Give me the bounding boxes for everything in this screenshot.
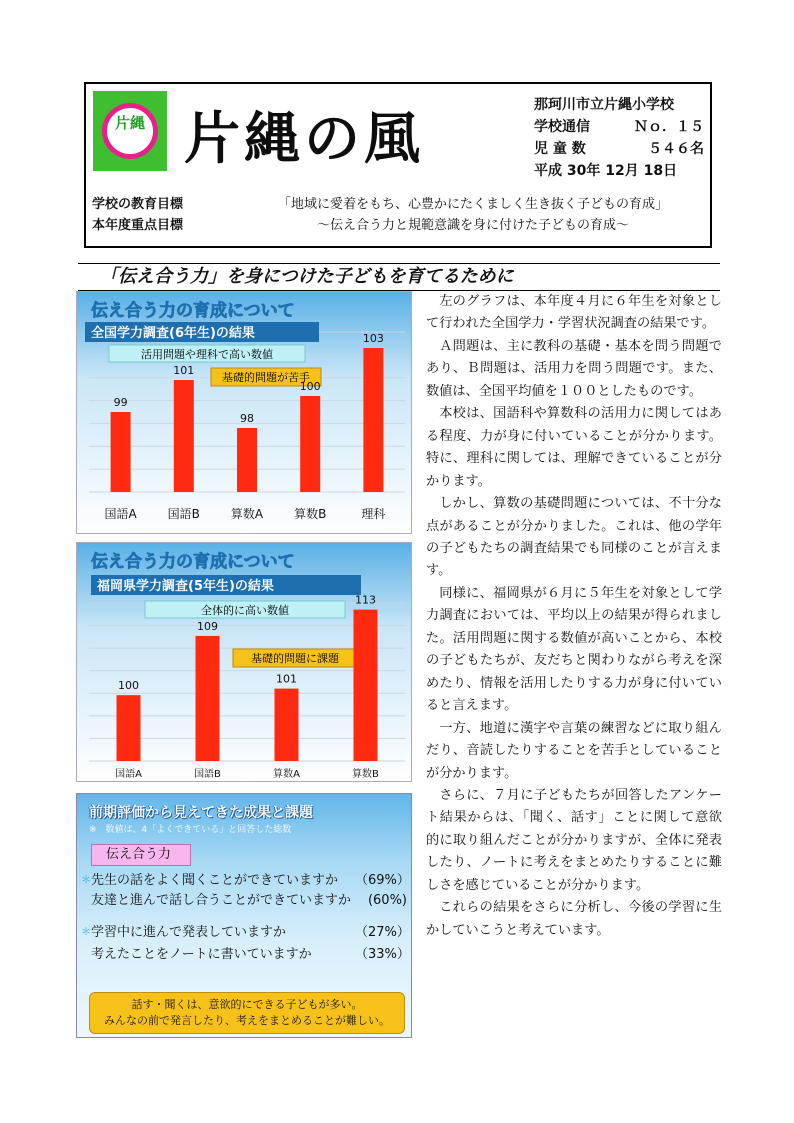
survey-item	[81, 872, 410, 890]
survey-question: 先生の話をよく聞くことができていますか	[91, 873, 339, 888]
article-body	[426, 291, 722, 942]
survey-percent: (60%)	[367, 893, 407, 908]
logo-ring	[102, 103, 158, 159]
bar-value-label: 100	[299, 380, 321, 393]
bar-算数B	[354, 610, 378, 761]
survey-percent: （33%）	[355, 947, 410, 962]
survey-item	[81, 946, 410, 964]
category-label: 理科	[361, 507, 386, 521]
students-label: 児 童 数	[534, 141, 586, 157]
chart-title: 伝え合う力の育成について	[91, 552, 295, 572]
survey-percent: （27%）	[355, 925, 410, 940]
category-label: 算数A	[230, 507, 264, 521]
body-paragraph: これらの結果をさらに分析し、今後の学習に生かしていこうと考えています。	[426, 900, 722, 938]
survey-question: 考えたことをノートに書いていますか	[91, 947, 312, 962]
bar-value-label: 100	[118, 679, 139, 693]
issue-label: 学校通信	[534, 119, 590, 135]
category-label: 算数B	[352, 769, 379, 780]
national-test-chart-svg	[77, 292, 412, 534]
body-paragraph: 本校は、国語科や算数科の活用力に関してはある程度、力が身に付いていることが分かります。特に、理科に関しては、理解できていることが分かります。	[426, 406, 722, 489]
survey-panel	[76, 793, 412, 1038]
focus-text: ～伝え合う力と規範意識を身に付けた子どもの育成～	[316, 218, 629, 233]
bar-算数A	[237, 428, 257, 492]
chart-annotation-1: 全体的に高い数値	[201, 604, 289, 617]
category-label: 国語A	[115, 769, 142, 780]
header-box	[84, 82, 712, 248]
issue-date: 平成 30年 12月 18日	[534, 163, 678, 179]
section-title: 「伝え合う力」を身につけた子どもを育てるために	[78, 263, 720, 291]
chart-annotation-1: 活用問題や理科で高い数値	[141, 348, 273, 361]
chart-annotation-2: 基礎的問題が苦手	[222, 371, 310, 384]
body-paragraph: さらに、７月に子どもたちが回答したアンケート結果からは、「聞く、話す」ことに関して意欲的に取り組んだことが分かりますが、全体に発表したり、ノートに考えをまとめたりすることに難しさを感じていることが分かります。	[426, 787, 722, 893]
bar-value-label: 113	[355, 593, 376, 607]
students-count: ５４６名	[648, 141, 704, 157]
bar-国語A	[111, 412, 131, 492]
survey-question: 友達と進んで話し合うことができていますか	[91, 893, 352, 908]
category-label: 算数B	[294, 507, 327, 521]
bar-value-label: 109	[197, 619, 218, 633]
body-paragraph: しかし、算数の基礎問題については、不十分な点があることが分かりました。これは、他の学年の子どもたちの調査結果でも同様のことが言えます。	[426, 496, 722, 579]
bar-算数A	[275, 689, 299, 761]
survey-item	[81, 892, 407, 910]
bar-国語B	[174, 380, 194, 492]
chart-subtitle: 全国学力調査(6年生)の結果	[91, 326, 255, 341]
star-icon: ＊	[81, 875, 91, 886]
body-paragraph: 左のグラフは、本年度４月に６年生を対象として行われた全国学力・学習状況調査の結果です。	[426, 294, 722, 332]
bar-算数B	[300, 396, 320, 492]
category-label: 国語A	[104, 507, 137, 521]
chart-title: 伝え合う力の育成について	[91, 301, 295, 321]
school-info	[534, 94, 704, 182]
prefecture-test-chart-svg	[77, 543, 412, 782]
bar-value-label: 98	[240, 412, 254, 425]
goal-text: 「地域に愛着をもち、心豊かにたくましく生き抜く子どもの育成」	[277, 197, 668, 212]
survey-percent: （69%）	[355, 873, 410, 888]
goal-label: 学校の教育目標	[92, 197, 184, 212]
bar-国語A	[117, 695, 141, 761]
bar-value-label: 101	[276, 672, 297, 686]
survey-summary-line-1: 話す・聞くは、意欲的にできる子どもが多い。	[131, 998, 363, 1011]
national-test-chart	[76, 291, 412, 534]
bar-国語B	[196, 636, 220, 761]
category-label: 国語B	[194, 769, 221, 780]
bar-value-label: 101	[173, 364, 195, 377]
newsletter-title-banner	[178, 94, 524, 176]
survey-item	[81, 924, 410, 942]
survey-question: 学習中に進んで発表していますか	[91, 925, 287, 940]
focus-label: 本年度重点目標	[92, 218, 184, 233]
survey-title: 前期評価から見えてきた成果と課題	[89, 805, 313, 821]
body-paragraph: 同様に、福岡県が６月に５年生を対象として学力調査においては、平均以上の結果が得られました。活用問題に関する数値が高いことから、本校の子どもたちが、友だちと関わりながら考えを深めたり、情報を活用したりする力が身に付いていると言えます。	[426, 585, 722, 714]
star-icon: ＊	[81, 927, 91, 938]
body-paragraph: 一方、地道に漢字や言葉の練習などに取り組んだり、音読したりすることを苦手としていることが分かります。	[426, 720, 722, 781]
school-goals	[92, 194, 704, 236]
newsletter-title: 片縄の風	[184, 106, 424, 172]
category-label: 算数A	[273, 769, 300, 780]
chart-subtitle: 福岡県学力調査(5年生)の結果	[97, 579, 274, 594]
bar-value-label: 103	[362, 332, 384, 345]
issue-number: Ｎｏ．１５	[634, 119, 704, 135]
survey-summary	[89, 992, 405, 1034]
survey-tag: 伝え合う力	[91, 844, 191, 866]
prefecture-test-chart	[76, 542, 412, 782]
logo-text: 片縄	[114, 114, 145, 132]
chart-annotation-2: 基礎的問題に課題	[251, 652, 339, 665]
body-paragraph: Ａ問題は、主に教科の基礎・基本を問う問題であり、Ｂ問題は、活用力を問う問題です。また、数値は、全国平均値を１００としたものです。	[426, 338, 722, 399]
category-label: 国語B	[167, 507, 200, 521]
survey-summary-line-2: みんなの前で発言したり、考えをまとめることが難しい。	[104, 1014, 390, 1027]
school-logo	[93, 91, 167, 171]
bar-value-label: 99	[113, 396, 128, 409]
school-name: 那珂川市立片縄小学校	[534, 97, 674, 113]
survey-note: ※ 数値は、4「よくできている」と回答した総数	[89, 825, 292, 835]
bar-理科	[363, 348, 383, 492]
